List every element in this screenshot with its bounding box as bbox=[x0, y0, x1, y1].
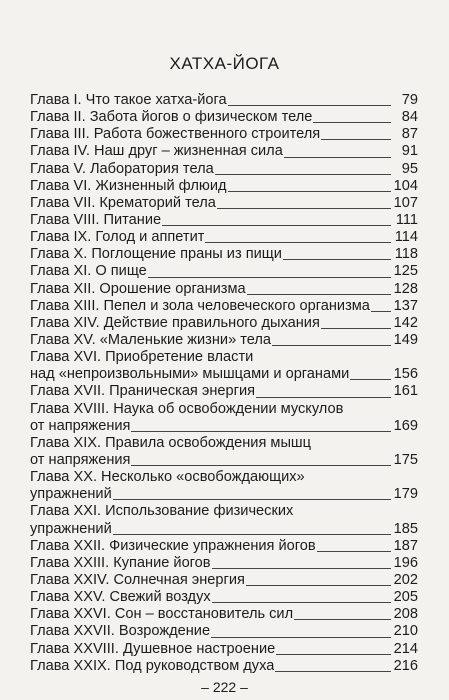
toc-entry bbox=[30, 572, 418, 589]
toc-entry-page: 161 bbox=[393, 383, 418, 400]
toc-leader bbox=[131, 464, 391, 466]
toc-leader bbox=[228, 104, 391, 106]
toc-entry-page: 185 bbox=[393, 520, 418, 537]
toc-entry-title: Глава XII. Орошение организма bbox=[30, 280, 246, 297]
toc-entry bbox=[30, 349, 418, 366]
toc-entry-title: Глава IX. Голод и аппетит bbox=[30, 229, 205, 246]
toc-entry-page: 95 bbox=[401, 160, 418, 177]
toc-entry-page: 216 bbox=[393, 657, 418, 674]
toc-leader bbox=[321, 327, 391, 329]
toc-entry bbox=[30, 589, 418, 606]
toc-entry bbox=[30, 298, 418, 315]
toc-entry-title: Глава VII. Крематорий тела bbox=[30, 194, 216, 211]
toc-entry-title: Глава X. Поглощение праны из пищи bbox=[30, 246, 282, 263]
toc-entry-page: 187 bbox=[393, 537, 418, 554]
toc-entry-page: 87 bbox=[401, 126, 418, 143]
toc-entry-title: Глава XVI. Приобретение власти bbox=[30, 349, 254, 366]
toc-leader bbox=[148, 276, 391, 278]
toc-entry bbox=[30, 469, 418, 486]
toc-leader bbox=[211, 636, 391, 638]
toc-entry-title: Глава V. Лаборатория тела bbox=[30, 160, 214, 177]
toc-entry-title: Глава XXVI. Сон – восстановитель сил bbox=[30, 606, 294, 623]
toc-entry-title: Глава VI. Жизненный флюид bbox=[30, 177, 227, 194]
toc-entry bbox=[30, 315, 418, 332]
toc-entry-page: 214 bbox=[393, 640, 418, 657]
toc-entry bbox=[30, 92, 418, 109]
toc-entry-page: 137 bbox=[393, 297, 418, 314]
toc-leader bbox=[256, 396, 391, 398]
toc-entry bbox=[30, 109, 418, 126]
toc-entry-page: 202 bbox=[393, 571, 418, 588]
toc-entry bbox=[30, 641, 418, 658]
toc-entry bbox=[30, 658, 418, 675]
toc-entry bbox=[30, 195, 418, 212]
toc-entry-title: Глава III. Работа божественного строителя bbox=[30, 126, 321, 143]
toc-entry-page: 179 bbox=[393, 486, 418, 503]
toc-entry-title: Глава XIII. Пепел и зола человеческого организма bbox=[30, 297, 370, 314]
toc-entry bbox=[30, 332, 418, 349]
toc-entry bbox=[30, 435, 418, 452]
toc-leader bbox=[131, 430, 391, 432]
toc-leader bbox=[247, 293, 391, 295]
toc-entry bbox=[30, 521, 418, 538]
toc-leader bbox=[246, 584, 391, 586]
toc-entry-title: Глава XVIII. Наука об освобождении мускулов bbox=[30, 400, 344, 417]
toc-leader bbox=[313, 121, 391, 123]
toc-entry-title: Глава IV. Наш друг – жизненная сила bbox=[30, 143, 283, 160]
toc-entry-title: Глава II. Забота йогов о физическом теле bbox=[30, 109, 313, 126]
toc-entry-page: 175 bbox=[393, 451, 418, 468]
toc-leader bbox=[276, 653, 391, 655]
toc-entry-page: 91 bbox=[401, 143, 418, 160]
toc-entry bbox=[30, 486, 418, 503]
toc-entry-page: 208 bbox=[393, 606, 418, 623]
toc-leader bbox=[317, 550, 391, 552]
toc-leader bbox=[212, 601, 391, 603]
toc-entry bbox=[30, 503, 418, 520]
toc-leader bbox=[294, 618, 391, 620]
toc-entry-page: 111 bbox=[395, 211, 418, 228]
toc-entry-title: Глава XXVII. Возрождение bbox=[30, 623, 211, 640]
toc-entry bbox=[30, 246, 418, 263]
toc-entry-page: 118 bbox=[394, 246, 418, 263]
toc-entry-page: 79 bbox=[401, 92, 418, 108]
toc-entry-page: 107 bbox=[393, 194, 418, 211]
toc-leader bbox=[275, 670, 391, 672]
toc-entry-title: Глава XXIX. Под руководством духа bbox=[30, 657, 275, 674]
toc-entry bbox=[30, 606, 418, 623]
toc-leader bbox=[284, 156, 391, 158]
toc-entry-page: 84 bbox=[401, 109, 418, 126]
toc-entry bbox=[30, 161, 418, 178]
toc-leader bbox=[113, 498, 391, 500]
toc-entry bbox=[30, 229, 418, 246]
toc-leader bbox=[212, 567, 391, 569]
toc-entry-title: Глава XXVIII. Душевное настроение bbox=[30, 640, 276, 657]
toc-entry-page: 142 bbox=[393, 314, 418, 331]
toc-entry-title: Глава XIV. Действие правильного дыхания bbox=[30, 314, 320, 331]
toc-entry-title: Глава I. Что такое хатха-йога bbox=[30, 92, 227, 108]
toc-entry bbox=[30, 401, 418, 418]
toc-entry bbox=[30, 178, 418, 195]
toc-entry-title: Глава XXIV. Солнечная энергия bbox=[30, 571, 245, 588]
toc-entry-page: 104 bbox=[393, 177, 418, 194]
toc-entry-title: Глава XIX. Правила освобождения мышц bbox=[30, 434, 312, 451]
toc-entry bbox=[30, 538, 418, 555]
toc-entry-title: от напряжения bbox=[30, 417, 131, 434]
toc-leader bbox=[215, 173, 391, 175]
toc-entry-page: 156 bbox=[393, 366, 418, 383]
toc-entry-page: 114 bbox=[394, 229, 418, 246]
toc-leader bbox=[272, 344, 391, 346]
toc-entry bbox=[30, 623, 418, 640]
toc-entry bbox=[30, 143, 418, 160]
toc-leader bbox=[371, 310, 391, 312]
toc-entry bbox=[30, 212, 418, 229]
page-title: ХАТХА-ЙОГА bbox=[169, 54, 280, 73]
toc-leader bbox=[205, 241, 391, 243]
toc-entry bbox=[30, 555, 418, 572]
toc-leader bbox=[217, 207, 391, 209]
toc-entry-title: Глава XXI. Использование физических bbox=[30, 503, 294, 520]
toc-entry bbox=[30, 418, 418, 435]
toc-entry-title: Глава XVII. Праническая энергия bbox=[30, 383, 256, 400]
toc-entry-title: Глава VIII. Питание bbox=[30, 211, 162, 228]
toc-entry bbox=[30, 263, 418, 280]
toc-leader bbox=[162, 224, 391, 226]
toc-leader bbox=[321, 138, 391, 140]
toc-leader bbox=[113, 533, 391, 535]
toc-entry-title: упражнений bbox=[30, 486, 112, 503]
toc-entry-page: 128 bbox=[393, 280, 418, 297]
toc-entry bbox=[30, 366, 418, 383]
page-number: – 222 – bbox=[201, 679, 248, 695]
toc-entry-title: Глава XX. Несколько «освобождающих» bbox=[30, 469, 305, 486]
table-of-contents bbox=[30, 92, 418, 675]
toc-leader bbox=[283, 258, 391, 260]
toc-leader bbox=[350, 378, 391, 380]
toc-entry-title: Глава XXII. Физические упражнения йогов bbox=[30, 537, 316, 554]
toc-entry-page: 169 bbox=[393, 417, 418, 434]
toc-entry-page: 196 bbox=[393, 554, 418, 571]
toc-entry bbox=[30, 383, 418, 400]
toc-entry-page: 205 bbox=[393, 589, 418, 606]
toc-entry-title: Глава XXV. Свежий воздух bbox=[30, 589, 211, 606]
toc-leader bbox=[228, 190, 392, 192]
toc-entry bbox=[30, 281, 418, 298]
toc-entry-title: над «непроизвольными» мышцами и органами bbox=[30, 366, 350, 383]
toc-entry-title: Глава XI. О пище bbox=[30, 263, 147, 280]
toc-entry-title: Глава XV. «Маленькие жизни» тела bbox=[30, 331, 272, 348]
toc-entry-title: упражнений bbox=[30, 520, 112, 537]
toc-entry-title: от напряжения bbox=[30, 451, 131, 468]
toc-entry bbox=[30, 126, 418, 143]
toc-entry bbox=[30, 452, 418, 469]
toc-entry-title: Глава XXIII. Купание йогов bbox=[30, 554, 211, 571]
toc-entry-page: 125 bbox=[393, 263, 418, 280]
toc-entry-page: 149 bbox=[393, 331, 418, 348]
toc-entry-page: 210 bbox=[393, 623, 418, 640]
